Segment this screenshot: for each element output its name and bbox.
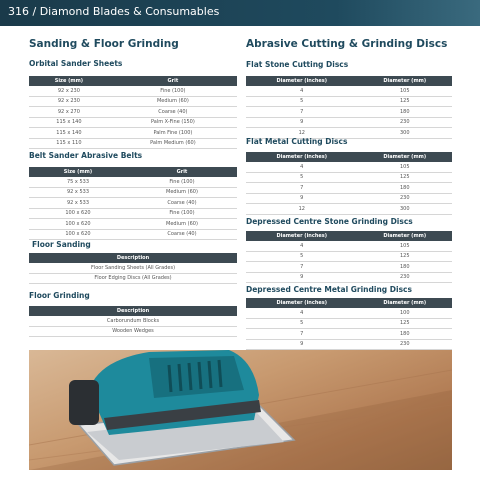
sander-illustration <box>29 350 452 470</box>
table-cell: 180 <box>358 329 452 340</box>
depressed-stone-table <box>246 231 452 283</box>
table-cell: 92 x 230 <box>29 96 109 107</box>
table-cell: 105 <box>358 241 452 251</box>
column-header: Diameter (mm) <box>358 298 452 308</box>
table-cell: 100 x 620 <box>29 208 127 219</box>
table-row <box>29 198 237 209</box>
table-cell: Medium (60) <box>109 96 237 107</box>
column-header: Description <box>29 253 237 263</box>
table-cell: Coarse (40) <box>127 229 237 240</box>
table-cell: 100 x 620 <box>29 219 127 230</box>
table-cell: 5 <box>246 96 358 107</box>
table-cell: 92 x 230 <box>29 86 109 96</box>
table-cell: 4 <box>246 86 358 96</box>
table-header-row <box>29 253 237 263</box>
table-cell: 7 <box>246 262 358 273</box>
table-cell: 105 <box>358 162 452 172</box>
table-cell: 230 <box>358 117 452 128</box>
table-row <box>29 96 237 107</box>
depressed-stone-title: Depressed Centre Stone Grinding Discs <box>246 217 413 226</box>
section-title-sanding: Sanding & Floor Grinding <box>29 38 179 50</box>
table-row <box>29 128 237 139</box>
column-header: Diameter (mm) <box>358 76 452 86</box>
table-cell: Coarse (40) <box>127 198 237 209</box>
table-row <box>246 117 452 128</box>
column-header: Size (mm) <box>29 76 109 86</box>
table-cell: Palm Medium (60) <box>109 138 237 149</box>
table-row <box>29 177 237 187</box>
table-cell: 5 <box>246 318 358 329</box>
column-header: Grit <box>127 167 237 177</box>
page-title: 316 / Diamond Blades & Consumables <box>8 5 220 18</box>
column-header: Diameter (inches) <box>246 152 358 162</box>
table-row <box>29 86 237 96</box>
table-cell: Fine (100) <box>127 177 237 187</box>
table-cell: 230 <box>358 193 452 204</box>
table-row <box>246 86 452 96</box>
table-header-row <box>246 298 452 308</box>
table-cell: Floor Sanding Sheets (All Grades) <box>29 263 237 273</box>
flat-metal-title: Flat Metal Cutting Discs <box>246 137 348 146</box>
table-cell: 125 <box>358 172 452 183</box>
table-cell: 92 x 533 <box>29 187 127 198</box>
table-cell: 7 <box>246 107 358 118</box>
table-cell: 125 <box>358 318 452 329</box>
table-cell: Palm Fine (100) <box>109 128 237 139</box>
table-cell: 180 <box>358 183 452 194</box>
table-cell: Fine (100) <box>109 86 237 96</box>
depressed-metal-title: Depressed Centre Metal Grinding Discs <box>246 285 412 294</box>
table-row <box>29 208 237 219</box>
table-cell: 7 <box>246 183 358 194</box>
table-cell: 5 <box>246 251 358 262</box>
table-row <box>29 117 237 128</box>
table-cell: 180 <box>358 107 452 118</box>
table-cell: 4 <box>246 308 358 318</box>
flat-stone-table <box>246 76 452 139</box>
floor-grinding-title: Floor Grinding <box>29 291 90 300</box>
table-cell: 9 <box>246 117 358 128</box>
table-header-row <box>29 167 237 177</box>
page-header-bar <box>0 0 480 26</box>
table-row <box>246 329 452 340</box>
table-row <box>246 204 452 215</box>
table-row <box>29 273 237 284</box>
table-row <box>29 316 237 326</box>
table-row <box>29 138 237 149</box>
table-cell: 230 <box>358 272 452 283</box>
orbital-table <box>29 76 237 149</box>
table-cell: 125 <box>358 251 452 262</box>
orbital-title: Orbital Sander Sheets <box>29 59 123 68</box>
table-cell: Medium (60) <box>127 219 237 230</box>
column-header: Diameter (mm) <box>358 231 452 241</box>
table-cell: 4 <box>246 162 358 172</box>
table-header-row <box>29 306 237 316</box>
table-cell: Medium (60) <box>127 187 237 198</box>
table-row <box>29 326 237 337</box>
table-row <box>246 251 452 262</box>
table-cell: 92 x 270 <box>29 107 109 118</box>
table-row <box>246 96 452 107</box>
table-row <box>246 162 452 172</box>
table-row <box>246 262 452 273</box>
table-row <box>246 172 452 183</box>
table-row <box>246 318 452 329</box>
table-row <box>246 193 452 204</box>
table-cell: 9 <box>246 272 358 283</box>
column-header: Diameter (inches) <box>246 298 358 308</box>
column-header: Diameter (mm) <box>358 152 452 162</box>
column-header: Description <box>29 306 237 316</box>
table-cell: 5 <box>246 172 358 183</box>
table-cell: 100 <box>358 308 452 318</box>
table-cell: 230 <box>358 339 452 350</box>
table-cell: 75 x 533 <box>29 177 127 187</box>
table-row <box>246 241 452 251</box>
table-cell: 115 x 140 <box>29 117 109 128</box>
flat-metal-table <box>246 152 452 215</box>
belt-table <box>29 167 237 240</box>
table-cell: 105 <box>358 86 452 96</box>
table-header-row <box>29 76 237 86</box>
table-row <box>246 308 452 318</box>
table-cell: 115 x 110 <box>29 138 109 149</box>
table-cell: 115 x 140 <box>29 128 109 139</box>
table-cell: Wooden Wedges <box>29 326 237 337</box>
table-cell: 300 <box>358 128 452 139</box>
table-cell: 9 <box>246 193 358 204</box>
floor-sanding-table <box>29 253 237 284</box>
table-cell: 300 <box>358 204 452 215</box>
table-row <box>246 339 452 350</box>
table-row <box>246 272 452 283</box>
table-row <box>29 187 237 198</box>
table-header-row <box>246 76 452 86</box>
table-cell: 125 <box>358 96 452 107</box>
table-row <box>246 183 452 194</box>
table-cell: Floor Edging Discs (All Grades) <box>29 273 237 284</box>
table-cell: 92 x 533 <box>29 198 127 209</box>
table-row <box>246 107 452 118</box>
table-cell: 4 <box>246 241 358 251</box>
section-title-abrasive: Abrasive Cutting & Grinding Discs <box>246 38 448 50</box>
table-cell: Carborundum Blocks <box>29 316 237 326</box>
sander-photo <box>29 350 452 470</box>
table-cell: 100 x 620 <box>29 229 127 240</box>
column-header: Diameter (inches) <box>246 76 358 86</box>
table-cell: 9 <box>246 339 358 350</box>
table-cell: 12 <box>246 204 358 215</box>
floor-grinding-table <box>29 306 237 337</box>
table-cell: Coarse (40) <box>109 107 237 118</box>
table-header-row <box>246 152 452 162</box>
table-cell: 7 <box>246 329 358 340</box>
table-row <box>29 219 237 230</box>
depressed-metal-table <box>246 298 452 350</box>
table-row <box>29 229 237 240</box>
table-row <box>29 263 237 273</box>
table-row <box>29 107 237 118</box>
column-header: Grit <box>109 76 237 86</box>
table-cell: Palm X-Fine (150) <box>109 117 237 128</box>
table-cell: 180 <box>358 262 452 273</box>
floor-sanding-title: Floor Sanding <box>32 240 91 249</box>
table-cell: 12 <box>246 128 358 139</box>
belt-title: Belt Sander Abrasive Belts <box>29 151 143 160</box>
flat-stone-title: Flat Stone Cutting Discs <box>246 60 349 69</box>
column-header: Diameter (inches) <box>246 231 358 241</box>
column-header: Size (mm) <box>29 167 127 177</box>
table-header-row <box>246 231 452 241</box>
table-cell: Fine (100) <box>127 208 237 219</box>
